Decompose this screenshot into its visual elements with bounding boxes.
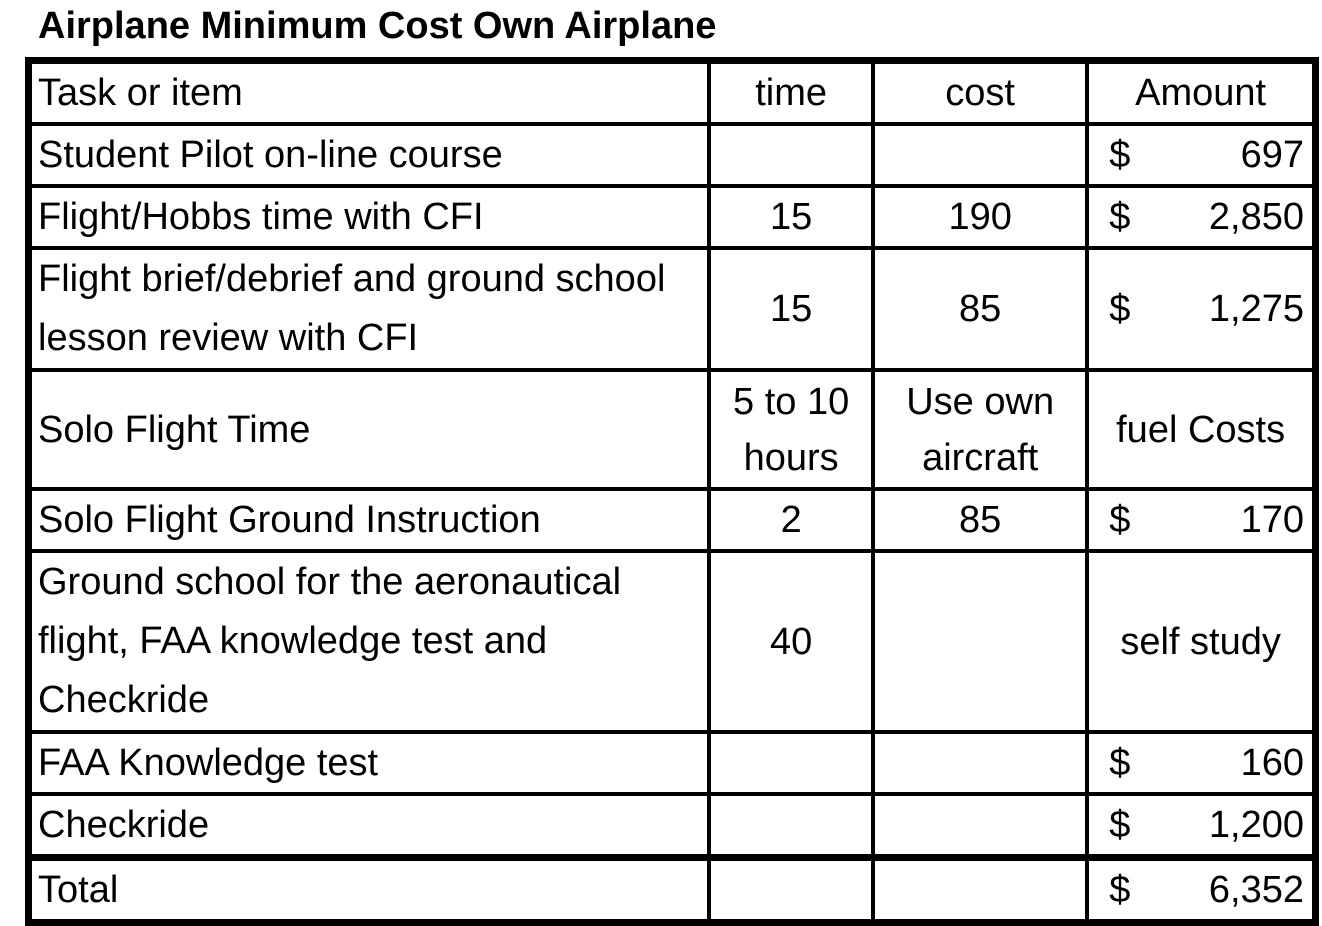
total-amount: 6,352 — [1208, 869, 1304, 911]
row-amount-cell — [1087, 124, 1315, 186]
table-row — [29, 794, 1316, 858]
row-task: Solo Flight Time — [29, 370, 710, 489]
row-cost: Use own aircraft — [873, 370, 1087, 489]
cost-table — [25, 57, 1319, 926]
total-amount-cell — [1087, 858, 1315, 923]
row-cost — [873, 794, 1087, 858]
table-row — [29, 551, 1316, 732]
row-amount-cell — [1087, 489, 1315, 551]
row-task: Student Pilot on-line course — [29, 124, 710, 186]
row-amount: 697 — [1240, 134, 1304, 176]
currency-symbol: $ — [1109, 134, 1131, 176]
row-amount-cell — [1087, 186, 1315, 248]
row-time — [709, 124, 873, 186]
row-amount-cell — [1087, 794, 1315, 858]
row-cost: 85 — [873, 489, 1087, 551]
row-amount: 2,850 — [1208, 196, 1304, 238]
total-row — [29, 858, 1316, 923]
table-row — [29, 124, 1316, 186]
row-time: 2 — [709, 489, 873, 551]
currency-symbol: $ — [1109, 196, 1131, 238]
row-amount-cell — [1087, 732, 1315, 794]
header-amount: Amount — [1087, 61, 1315, 125]
row-amount-cell — [1087, 248, 1315, 370]
row-amount: 1,275 — [1208, 288, 1304, 330]
row-task: Flight brief/debrief and ground school lesson review with CFI — [29, 248, 710, 370]
row-task: Checkride — [29, 794, 710, 858]
row-cost — [873, 551, 1087, 732]
row-task: Solo Flight Ground Instruction — [29, 489, 710, 551]
total-time — [709, 858, 873, 923]
currency-symbol: $ — [1109, 499, 1131, 541]
row-time: 15 — [709, 186, 873, 248]
row-task: Ground school for the aeronautical flight, FAA knowledge test and Checkride — [29, 551, 710, 732]
row-amount: 170 — [1240, 499, 1304, 541]
currency-symbol: $ — [1109, 288, 1131, 330]
table-row — [29, 248, 1316, 370]
table-row — [29, 489, 1316, 551]
row-task: Flight/Hobbs time with CFI — [29, 186, 710, 248]
header-cost: cost — [873, 61, 1087, 125]
currency-symbol: $ — [1109, 804, 1131, 846]
row-cost: 85 — [873, 248, 1087, 370]
row-amount: 160 — [1240, 742, 1304, 784]
table-header-row — [29, 61, 1316, 125]
row-time — [709, 732, 873, 794]
row-cost — [873, 732, 1087, 794]
total-label: Total — [29, 858, 710, 923]
page-title: Airplane Minimum Cost Own Airplane — [38, 5, 717, 47]
total-cost — [873, 858, 1087, 923]
row-time: 40 — [709, 551, 873, 732]
currency-symbol: $ — [1109, 869, 1131, 911]
row-note: self study — [1087, 551, 1315, 732]
currency-symbol: $ — [1109, 742, 1131, 784]
table-row — [29, 186, 1316, 248]
table-row — [29, 370, 1316, 489]
row-time — [709, 794, 873, 858]
row-note: fuel Costs — [1087, 370, 1315, 489]
row-cost — [873, 124, 1087, 186]
row-task: FAA Knowledge test — [29, 732, 710, 794]
row-amount: 1,200 — [1208, 804, 1304, 846]
header-time: time — [709, 61, 873, 125]
header-task: Task or item — [29, 61, 710, 125]
row-time: 15 — [709, 248, 873, 370]
table-row — [29, 732, 1316, 794]
row-time: 5 to 10 hours — [709, 370, 873, 489]
row-cost: 190 — [873, 186, 1087, 248]
